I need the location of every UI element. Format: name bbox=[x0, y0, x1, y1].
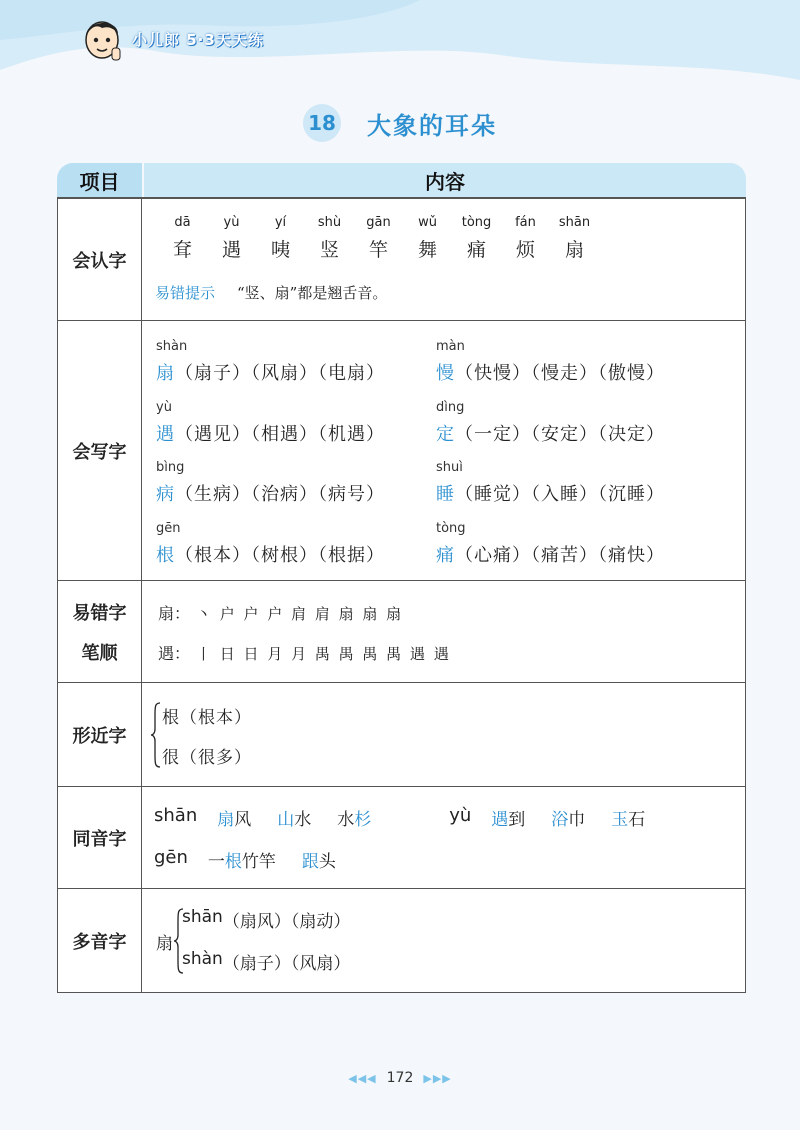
polyphone-line: shān （扇风）（扇动） bbox=[182, 907, 351, 932]
lesson-title bbox=[0, 104, 800, 142]
row-duo-yin bbox=[58, 888, 745, 992]
char-item: gān 竿 bbox=[366, 215, 391, 261]
summary-table bbox=[57, 163, 746, 993]
row-hui-xie bbox=[58, 320, 745, 580]
row-label: 多音字 bbox=[58, 889, 142, 992]
homophone-line: shān 扇风 山水 水杉 yù 遇到 浴巾 玉石 bbox=[154, 805, 646, 830]
char-item: dā 耷 bbox=[172, 215, 192, 261]
similar-char-line: 很（很多） bbox=[162, 748, 252, 768]
char-item: shù 竖 bbox=[317, 215, 342, 261]
char-item: fán 烦 bbox=[515, 215, 536, 261]
row-bishun bbox=[58, 580, 745, 682]
row-label: 形近字 bbox=[58, 683, 142, 786]
char-item: yí 咦 bbox=[270, 215, 290, 261]
brace-icon bbox=[150, 701, 162, 769]
char-item: shān 扇 bbox=[558, 215, 591, 261]
row-label: 同音字 bbox=[58, 787, 142, 888]
similar-char-line: 根（根本） bbox=[162, 708, 252, 728]
tip-text: “竖、扇”都是翘舌音。 bbox=[237, 284, 388, 302]
lesson-number-badge: 18 bbox=[303, 104, 341, 142]
write-item: gēn 根（根本）（树根）（根据） bbox=[156, 521, 385, 566]
brand-name: 小儿郎 5·3天天练 bbox=[132, 30, 264, 49]
stroke-order-line: 遇： 丨 日 日 月 月 禺 禺 禺 禺 遇 遇 bbox=[158, 644, 451, 663]
error-tip bbox=[155, 282, 387, 303]
write-item: yù 遇（遇见）（相遇）（机遇） bbox=[156, 400, 385, 445]
row-tong-yin bbox=[58, 786, 745, 888]
tip-label: 易错提示 bbox=[155, 284, 216, 302]
write-item: bìng 病（生病）（治病）（病号） bbox=[156, 460, 385, 505]
row-label: 会写字 bbox=[58, 321, 142, 580]
row-hui-ren bbox=[58, 199, 745, 320]
row-xing-jin bbox=[58, 682, 745, 786]
write-item: tòng 痛（心痛）（痛苦）（痛快） bbox=[436, 521, 665, 566]
page-number: 172 bbox=[386, 1070, 414, 1086]
write-item: shàn 扇（扇子）（风扇）（电扇） bbox=[156, 339, 385, 384]
char-item: yù 遇 bbox=[221, 215, 241, 261]
stroke-order-line: 扇： 丶 户 户 户 肩 肩 扇 扇 扇 bbox=[158, 604, 404, 623]
write-item: dìng 定（一定）（安定）（决定） bbox=[436, 400, 665, 445]
lesson-name: 大象的耳朵 bbox=[367, 111, 497, 140]
header-content: 内容 bbox=[144, 163, 746, 197]
homophone-line: gēn 一根竹竿 跟头 bbox=[154, 847, 336, 872]
table-body bbox=[57, 197, 746, 993]
char-item: tòng 痛 bbox=[461, 215, 492, 261]
row-label: 易错字 笔顺 bbox=[58, 581, 142, 682]
char-item: wǔ 舞 bbox=[417, 215, 437, 261]
polyphone-line: shàn （扇子）（风扇） bbox=[182, 949, 351, 974]
header-item: 项目 bbox=[57, 163, 142, 197]
page-footer bbox=[0, 1070, 800, 1086]
brand-logo bbox=[78, 14, 264, 64]
right-arrows-icon: ▶▶▶ bbox=[423, 1071, 452, 1085]
left-arrows-icon: ◀◀◀ bbox=[348, 1071, 377, 1085]
write-item: shuì 睡（睡觉）（入睡）（沉睡） bbox=[436, 460, 665, 505]
mascot-icon bbox=[78, 14, 126, 64]
table-header bbox=[57, 163, 746, 197]
recognize-chars bbox=[158, 215, 599, 262]
row-label: 会认字 bbox=[58, 199, 142, 320]
polyphone-char: 扇 bbox=[156, 934, 173, 954]
write-item: màn 慢（快慢）（慢走）（傲慢） bbox=[436, 339, 665, 384]
